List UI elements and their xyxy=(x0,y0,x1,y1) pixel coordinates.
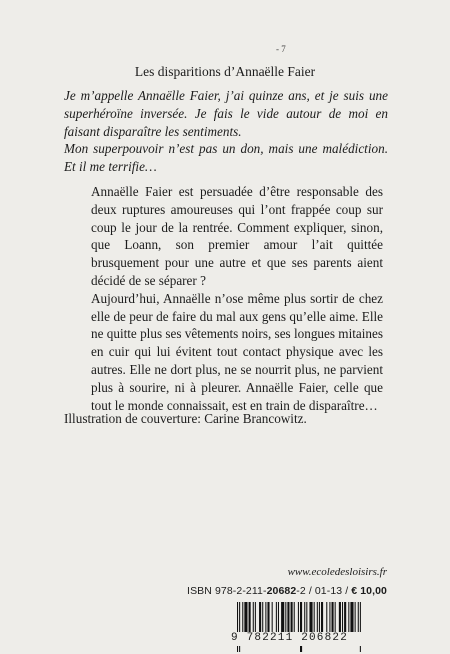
price: € 10,00 xyxy=(351,585,387,597)
quote-blurb xyxy=(64,87,388,176)
synopsis-paragraph-2: Aujourd’hui, Annaëlle n’ose même plus sortir de chez elle de peur de faire du mal aux gens qu’elle aime. Elle ne quitte plus ses vêtements noirs, ses longues mitaines en cuir qui lui évitent tout contact physique avec les autres. Elle ne dort plus, ne se nourrit plus, ne parvient plus à sourire, ni à pleurer. Annaëlle Faier, celle que tout le monde connaissait, est en train de disparaître… xyxy=(91,290,383,413)
synopsis xyxy=(91,183,383,414)
barcode-digits: 9 782211 206822 xyxy=(229,632,391,646)
isbn-bold-part: 20682 xyxy=(266,585,297,597)
illustration-credit: Illustration de couverture: Carine Brancowitz. xyxy=(64,411,307,426)
synopsis-paragraph-1: Annaëlle Faier est persuadée d’être responsable des deux ruptures amoureuses qui l’ont frappée coup sur coup le jour de la rentrée. Comment expliquer, sinon, que Loann, son premier amour l’ait quittée brusquement pour une autre et que ses parents aient décidé de se séparer ? xyxy=(91,184,383,288)
publisher-website: www.ecoledesloisirs.fr xyxy=(287,566,387,578)
book-title: Les disparitions d’Annaëlle Faier xyxy=(134,64,316,79)
isbn-line xyxy=(187,585,387,597)
isbn-prefix: ISBN 978-2-211- xyxy=(187,585,267,597)
printer-mark: - 7 xyxy=(276,44,286,54)
blurb-paragraph-2: Mon superpouvoir n’est pas un don, mais une malédiction. Et il me terrifie… xyxy=(64,141,388,175)
barcode-bars xyxy=(233,602,388,654)
barcode xyxy=(233,602,388,654)
blurb-paragraph-1: Je m’appelle Annaëlle Faier, j’ai quinze ans, et je suis une superhéroïne inversée. Je fais le vide autour de moi en faisant disparaître les sentiments. xyxy=(64,88,388,139)
isbn-suffix: -2 / 01-13 / xyxy=(296,585,352,597)
